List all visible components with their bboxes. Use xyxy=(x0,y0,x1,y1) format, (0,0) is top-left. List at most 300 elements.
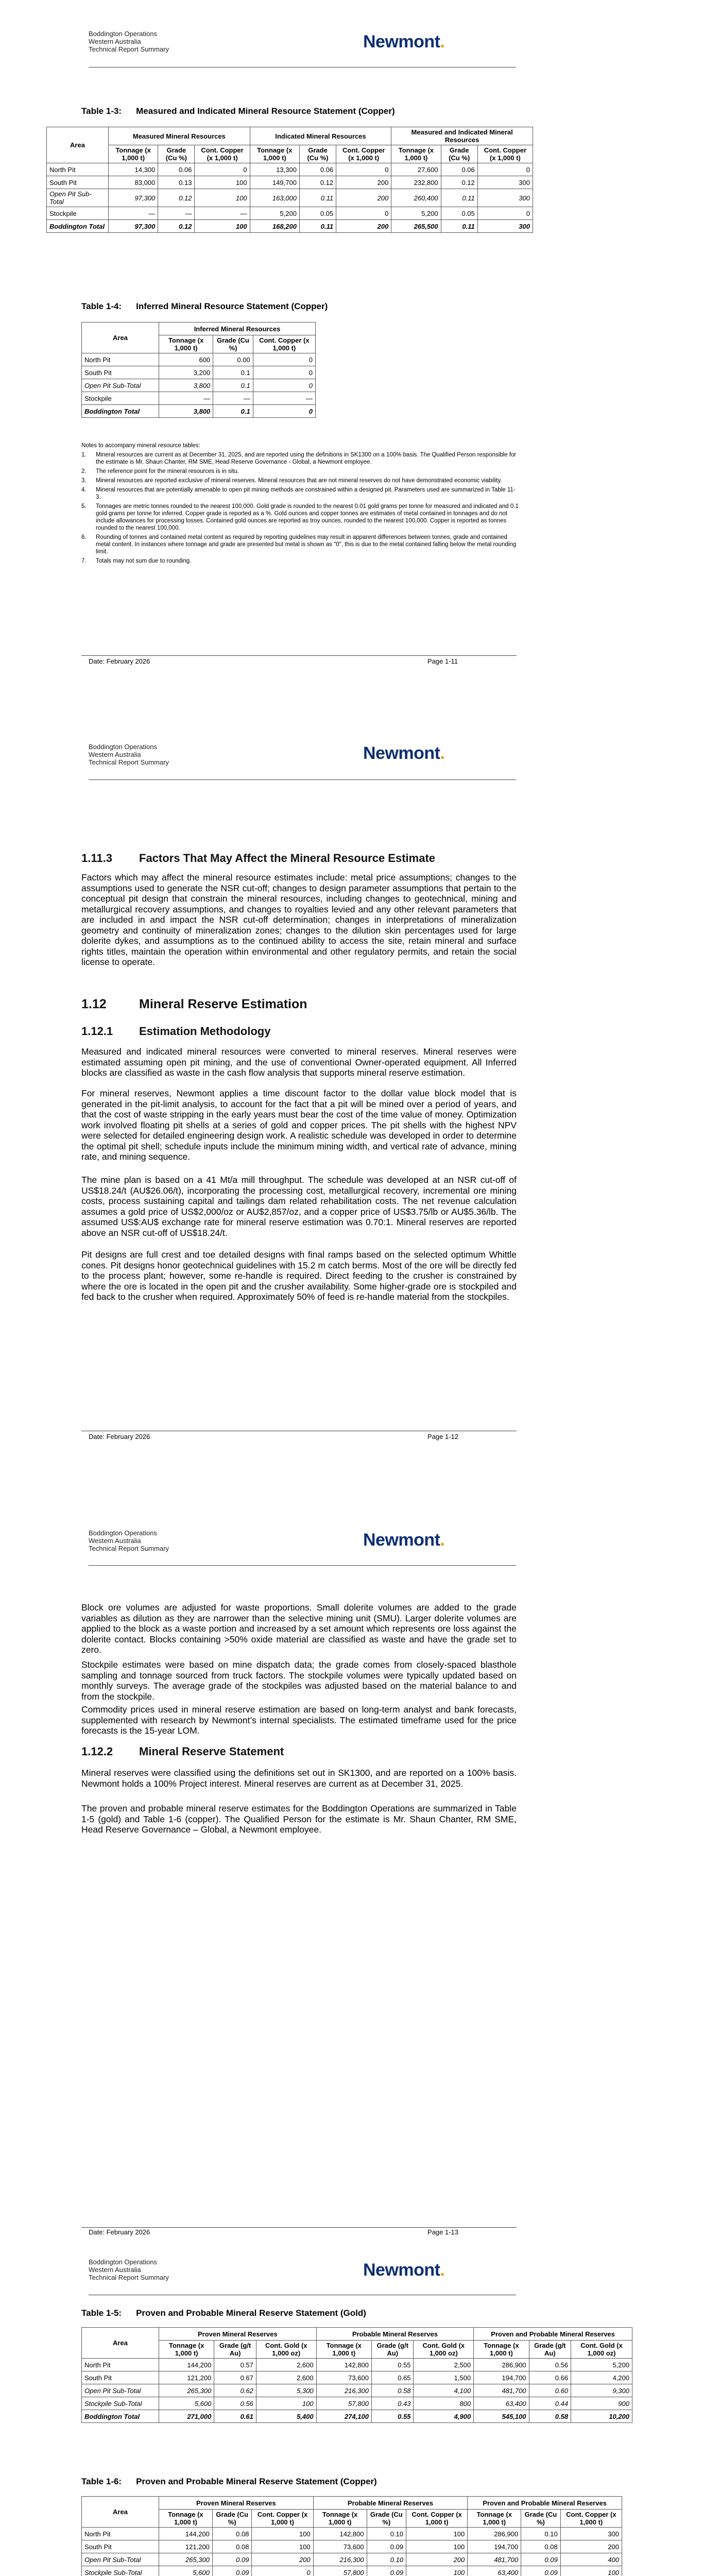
value-cell: 0.08 xyxy=(212,2540,252,2553)
value-cell: 9,300 xyxy=(571,2384,632,2397)
value-cell: 200 xyxy=(560,2540,622,2553)
value-cell: 545,100 xyxy=(474,2410,529,2423)
table-1-6-body xyxy=(82,2528,622,2576)
value-cell: 0.56 xyxy=(529,2359,571,2371)
value-cell: 0 xyxy=(477,207,533,220)
value-cell: 27,600 xyxy=(391,163,441,176)
logo-dot: . xyxy=(440,743,445,763)
value-cell: 2,600 xyxy=(256,2371,316,2384)
value-cell: 0.12 xyxy=(299,176,336,189)
value-cell: 800 xyxy=(414,2397,474,2410)
column-header: Grade (g/t Au) xyxy=(529,2341,571,2359)
value-cell: 100 xyxy=(195,189,250,207)
newmont-logo xyxy=(363,2260,444,2280)
note-item xyxy=(81,534,519,555)
value-cell: 0.06 xyxy=(158,163,195,176)
note-text: Rounding of tonnes and contained metal content as required by reporting guidelines may result in apparent differences between tonnes, grade and contained metal content. In instances where tonnage and grade are presented but metal is shown as "0", this is due to the metal contained falling below the metal rounding limit. xyxy=(96,534,517,555)
value-cell: 63,400 xyxy=(474,2397,529,2410)
header-line-1: Boddington Operations xyxy=(89,1529,157,1537)
column-header: Tonnage (x 1,000 t) xyxy=(316,2341,371,2359)
table-row xyxy=(82,2553,622,2566)
value-cell: 13,300 xyxy=(250,163,299,176)
note-item xyxy=(81,451,519,466)
value-cell: 0 xyxy=(477,163,533,176)
table-1-6-caption xyxy=(81,2477,377,2487)
value-cell: 142,800 xyxy=(313,2528,367,2540)
value-cell: 265,300 xyxy=(159,2384,214,2397)
header-line-1: Boddington Operations xyxy=(89,2258,157,2266)
column-header: Tonnage (x 1,000 t) xyxy=(109,145,158,163)
paragraph: The mine plan is based on a 41 Mt/a mill throughput. The schedule was developed at an NSR cut-off of US$18.24/t (AU$26.06/t), incorporating the processing cost, metallurgical recovery, incremental ore mining costs, process sustaining capital and tailings dam related rehabilitation costs. The net revenue calculation assumes a gold price of US$2,000/oz or AU$2,857/oz, and a copper price of US$3.75/lb or AU$5.36/lb. The assumed US$:AU$ exchange rate for mineral reserve estimation was 0.70:1. Mineral reserves are reported above an NSR cut-off of US$18.24/t. xyxy=(81,1175,517,1238)
value-cell: 300 xyxy=(477,220,533,233)
value-cell: 0.09 xyxy=(521,2566,561,2576)
footer-rule xyxy=(81,2227,517,2228)
value-cell: 97,300 xyxy=(109,189,158,207)
report-header xyxy=(89,1529,169,1552)
group-header: Proven Mineral Reserves xyxy=(159,2328,317,2341)
logo-text: Newmont xyxy=(363,32,440,52)
value-cell: 232,800 xyxy=(391,176,441,189)
section-number: 1.12.2 xyxy=(81,1745,113,1758)
row-label-cell: South Pit xyxy=(47,176,109,189)
row-label-cell: Stockpile Sub-Total xyxy=(82,2566,159,2576)
column-header: Grade (g/t Au) xyxy=(214,2341,256,2359)
table-1-3-caption xyxy=(81,106,395,116)
value-cell: 0.09 xyxy=(521,2553,561,2566)
value-cell: 0 xyxy=(336,163,391,176)
note-text: Tonnages are metric tonnes rounded to the nearest 100,000. Gold grade is rounded to the nearest 0.01 gold grams per tonne for measured and indicated and 0.1 gold grams per tonne for inferred. Copper grade is reported as a %. Gold ounces and copper tonnes are estimates of metal contained in tonnages and do not include allowances for processing losses. Contained gold ounces are reported as troy ounces, rounded to the nearest 100,000. Copper is reported as tonnes rounded to the nearest 100,000. xyxy=(96,503,519,531)
column-header-area: Area xyxy=(82,323,159,353)
value-cell: 5,200 xyxy=(391,207,441,220)
section-number: 1.12 xyxy=(81,997,107,1011)
row-label-cell: Open Pit Sub-Total xyxy=(47,189,109,207)
value-cell: 0.60 xyxy=(529,2384,571,2397)
notes-intro: Notes to accompany mineral resource tables: xyxy=(81,443,200,449)
table-row xyxy=(47,176,533,189)
group-header: Proven and Probable Mineral Reserves xyxy=(474,2328,632,2341)
column-header: Cont. Copper (x 1,000 t) xyxy=(336,145,391,163)
column-header: Tonnage (x 1,000 t) xyxy=(159,335,213,353)
table-row xyxy=(82,2371,632,2384)
table-row xyxy=(82,405,316,418)
table-row xyxy=(82,2359,632,2371)
column-header: Grade (Cu %) xyxy=(367,2510,406,2528)
table-row xyxy=(82,2566,622,2576)
value-cell: 0.12 xyxy=(441,176,477,189)
note-item xyxy=(81,503,519,532)
value-cell: 274,100 xyxy=(316,2410,371,2423)
column-header: Cont. Gold (x 1,000 oz) xyxy=(256,2341,316,2359)
logo-text: Newmont xyxy=(363,1530,440,1550)
newmont-logo xyxy=(363,32,444,52)
section-title: Factors That May Affect the Mineral Resource Estimate xyxy=(139,852,436,865)
table-1-3-title: Measured and Indicated Mineral Resource Statement (Copper) xyxy=(136,106,395,116)
row-label-cell: Stockpile Sub-Total xyxy=(82,2397,159,2410)
value-cell: 100 xyxy=(252,2540,313,2553)
value-cell: 0.61 xyxy=(214,2410,256,2423)
group-header: Indicated Mineral Resources xyxy=(250,127,391,145)
header-line-2: Western Australia xyxy=(89,2266,141,2274)
value-cell: 0.57 xyxy=(214,2359,256,2371)
section-heading-1-12-1 xyxy=(81,1025,270,1038)
page-1-12 xyxy=(0,714,703,1440)
value-cell: 5,600 xyxy=(159,2397,214,2410)
value-cell: 5,400 xyxy=(256,2410,316,2423)
value-cell: 200 xyxy=(336,189,391,207)
value-cell: 300 xyxy=(560,2528,622,2540)
value-cell: 4,900 xyxy=(414,2410,474,2423)
table-1-3-body xyxy=(47,163,533,233)
value-cell: 200 xyxy=(406,2553,468,2566)
row-label-cell: South Pit xyxy=(82,2540,159,2553)
paragraph: Block ore volumes are adjusted for waste proportions. Small dolerite volumes are added to the grade variables as dilution as they are narrower than the selective mining unit (SMU). Larger dolerite volumes are applied to the block as a waste portion and increased by a set amount which represents ore loss against the dolerite contact. Blocks containing >50% oxide material are classified as waste and have the grade set to zero. xyxy=(81,1602,517,1655)
note-item xyxy=(81,468,519,475)
value-cell: 5,200 xyxy=(571,2359,632,2371)
value-cell: 57,800 xyxy=(313,2566,367,2576)
note-number: 6. xyxy=(81,534,87,540)
paragraph: Pit designs are full crest and toe detailed designs with final ramps based on the selected optimum Whittle cones. Pit designs honor geotechnical guidelines with 15.2 m catch berms. Most of the ore will be directly fed to the process plant; however, some re-handle is required. Direct feeding to the crusher is constrained by where the ore is located in the open pit and the crusher availability. Some higher-grade ore is stockpiled and fed back to the crusher when required. Approximately 50% of feed is re-handle material from the stockpiles. xyxy=(81,1249,517,1302)
value-cell: 0.05 xyxy=(441,207,477,220)
value-cell: 100 xyxy=(195,220,250,233)
resource-table-notes xyxy=(81,442,519,565)
paragraph: The proven and probable mineral reserve estimates for the Boddington Operations are summarized in Table 1-5 (gold) and Table 1-6 (copper). The Qualified Person for the estimate is Mr. Shaun Chanter, RM SME, Head Reserve Governance – Global, a Newmont employee. xyxy=(81,1803,517,1835)
column-header: Grade (Cu %) xyxy=(212,2510,252,2528)
table-1-5-number: Table 1-5: xyxy=(81,2308,122,2318)
value-cell: 100 xyxy=(406,2528,468,2540)
value-cell: 57,800 xyxy=(316,2397,371,2410)
value-cell: 0.05 xyxy=(299,207,336,220)
table-1-6 xyxy=(81,2496,622,2576)
column-header: Tonnage (x 1,000 t) xyxy=(313,2510,367,2528)
header-line-3: Technical Report Summary xyxy=(89,2274,169,2281)
value-cell: 100 xyxy=(195,176,250,189)
page-1-14 xyxy=(0,2244,703,2576)
note-text: Mineral resources are current as at December 31, 2025, and are reported using the definitions in SK1300 on a 100% basis. The Qualified Person responsible for the estimate is Mr. Shaun Chanter, RM SME, Head Reserve Governance - Global, a Newmont employee. xyxy=(96,452,517,465)
table-row xyxy=(82,2397,632,2410)
note-item xyxy=(81,486,519,501)
value-cell: 0.66 xyxy=(529,2371,571,2384)
table-row xyxy=(47,163,533,176)
column-header-area: Area xyxy=(82,2328,159,2359)
value-cell: 4,200 xyxy=(571,2371,632,2384)
value-cell: 0.10 xyxy=(367,2528,406,2540)
value-cell: 14,300 xyxy=(109,163,158,176)
table-1-3-number: Table 1-3: xyxy=(81,106,122,116)
value-cell: 900 xyxy=(571,2397,632,2410)
column-header: Grade (Cu %) xyxy=(213,335,253,353)
value-cell: — xyxy=(213,392,253,405)
value-cell: 0.06 xyxy=(299,163,336,176)
value-cell: 0.56 xyxy=(214,2397,256,2410)
header-line-2: Western Australia xyxy=(89,751,141,758)
column-header: Tonnage (x 1,000 t) xyxy=(159,2510,213,2528)
value-cell: 10,200 xyxy=(571,2410,632,2423)
value-cell: 149,700 xyxy=(250,176,299,189)
note-number: 4. xyxy=(81,487,87,493)
value-cell: 2,500 xyxy=(414,2359,474,2371)
value-cell: 0.08 xyxy=(212,2528,252,2540)
value-cell: 265,300 xyxy=(159,2553,213,2566)
paragraph: Stockpile estimates were based on mine dispatch data; the grade comes from closely-spaced blasthole sampling and tonnage sourced from truck factors. The stockpile volumes were typically updated based on monthly surveys. The average grade of the stockpiles was adjusted based on the material balance to and from the stockpile. xyxy=(81,1659,517,1702)
header-line-3: Technical Report Summary xyxy=(89,45,169,53)
value-cell: 0.12 xyxy=(158,220,195,233)
value-cell: 0.58 xyxy=(529,2410,571,2423)
row-label-cell: Boddington Total xyxy=(47,220,109,233)
note-text: Mineral resources are reported exclusive of mineral reserves. Mineral resources that are not mineral reserves do not have demonstrated economic viability. xyxy=(96,478,502,484)
column-header: Cont. Gold (x 1,000 oz) xyxy=(414,2341,474,2359)
value-cell: 100 xyxy=(252,2528,313,2540)
table-1-5-body xyxy=(82,2359,632,2423)
row-label-cell: Open Pit Sub-Total xyxy=(82,2553,159,2566)
group-header: Proven Mineral Reserves xyxy=(159,2497,314,2510)
row-label-cell: Boddington Total xyxy=(82,405,159,418)
group-header: Probable Mineral Reserves xyxy=(313,2497,468,2510)
value-cell: 0.09 xyxy=(212,2566,252,2576)
value-cell: 0 xyxy=(195,163,250,176)
column-header: Cont. Copper (x 1,000 t) xyxy=(252,2510,313,2528)
value-cell: 0.55 xyxy=(371,2359,414,2371)
table-row xyxy=(82,2410,632,2423)
value-cell: 163,000 xyxy=(250,189,299,207)
value-cell: 5,300 xyxy=(256,2384,316,2397)
section-heading-1-11-3 xyxy=(81,852,435,865)
group-header: Inferred Mineral Resources xyxy=(159,323,316,335)
table-row xyxy=(82,353,316,366)
value-cell: — xyxy=(195,207,250,220)
row-label-cell: South Pit xyxy=(82,2371,159,2384)
row-label-cell: South Pit xyxy=(82,366,159,379)
paragraph: For mineral reserves, Newmont applies a time discount factor to the dollar value block model that is generated in the pit-limit analysis, to account for the fact that a pit will be mined over a period of years, and that the cost of waste stripping in the early years must bear the cost of the time value of money. Optimization work involved floating pit shells at a series of gold and copper prices. The pit shells with the highest NPV were selected for detailed engineering design work. A realistic schedule was developed in order to determine the optimal pit shell; schedule inputs include the minimum mining width, and vertical rate of advance, mining rate, and mining sequence. xyxy=(81,1088,517,1162)
row-label-cell: Boddington Total xyxy=(82,2410,159,2423)
value-cell: 0.11 xyxy=(441,189,477,207)
value-cell: 3,200 xyxy=(159,366,213,379)
value-cell: 0.11 xyxy=(299,220,336,233)
paragraph: Factors which may affect the mineral resource estimates include: metal price assumptions; changes to the assumptions used to generate the NSR cut-off; changes to design parameter assumptions that pertain to the conceptual pit design that constrain the mineral resources, including changes to geotechnical, mining and metallurgical recovery assumptions, and changes to royalties levied and any other relevant parameters that are included in and impact the NSR cut-off determination; changes in interpretations of mineralization geometry and continuity of mineralization zones; changes to the dilution skin percentages used for large dolerite dykes, and assumptions as to the continued ability to access the site, retain mineral and surface rights titles, maintain the operation within environmental and other regulatory permits, and retain the social license to operate. xyxy=(81,872,517,967)
value-cell: 1,500 xyxy=(414,2371,474,2384)
column-header: Grade (Cu %) xyxy=(441,145,477,163)
footer-page-number: Page 1-12 xyxy=(427,1433,458,1440)
section-title: Mineral Reserve Estimation xyxy=(139,997,307,1011)
value-cell: — xyxy=(109,207,158,220)
row-label-cell: North Pit xyxy=(47,163,109,176)
table-row xyxy=(82,392,316,405)
footer-date: Date: February 2026 xyxy=(89,1433,150,1440)
note-number: 5. xyxy=(81,503,87,510)
column-header: Cont. Copper (x 1,000 t) xyxy=(560,2510,622,2528)
row-label-cell: North Pit xyxy=(82,2528,159,2540)
column-header: Grade (g/t Au) xyxy=(371,2341,414,2359)
value-cell: 73,600 xyxy=(316,2371,371,2384)
table-1-5-caption xyxy=(81,2308,366,2318)
section-title: Estimation Methodology xyxy=(139,1025,271,1038)
value-cell: 0.12 xyxy=(158,189,195,207)
header-line-2: Western Australia xyxy=(89,1537,141,1545)
value-cell: 144,200 xyxy=(159,2359,214,2371)
value-cell: 194,700 xyxy=(474,2371,529,2384)
value-cell: 194,700 xyxy=(468,2540,521,2553)
note-item xyxy=(81,557,519,565)
paragraph: Mineral reserves were classified using the definitions set out in SK1300, and are reported on a 100% basis. Newmont holds a 100% Project interest. Mineral reserves are current as at December 31, 2025. xyxy=(81,1768,517,1789)
value-cell: 0.09 xyxy=(212,2553,252,2566)
section-heading-1-12 xyxy=(81,997,307,1012)
paragraph: Measured and indicated mineral resources were converted to mineral reserves. Mineral reserves were estimated assuming open pit mining, and the use of conventional Owner-operated equipment. All Inferred blocks are classified as waste in the cash flow analysis that supports mineral reserve estimation. xyxy=(81,1046,517,1078)
group-header: Proven and Probable Mineral Reserves xyxy=(468,2497,622,2510)
section-number: 1.12.1 xyxy=(81,1025,113,1038)
value-cell: 0 xyxy=(253,379,315,392)
value-cell: 0.67 xyxy=(214,2371,256,2384)
value-cell: — xyxy=(158,207,195,220)
column-header-area: Area xyxy=(47,127,109,163)
value-cell: 100 xyxy=(256,2397,316,2410)
row-label-cell: Stockpile xyxy=(47,207,109,220)
value-cell: 0.00 xyxy=(213,353,253,366)
report-header xyxy=(89,30,169,53)
value-cell: 216,300 xyxy=(316,2384,371,2397)
column-header: Cont. Copper (x 1,000 t) xyxy=(195,145,250,163)
value-cell: 271,000 xyxy=(159,2410,214,2423)
table-row xyxy=(47,189,533,207)
value-cell: 0.08 xyxy=(521,2540,561,2553)
footer-date: Date: February 2026 xyxy=(89,2228,150,2236)
row-label-cell: North Pit xyxy=(82,353,159,366)
value-cell: 73,600 xyxy=(313,2540,367,2553)
table-row xyxy=(82,2540,622,2553)
column-header: Tonnage (x 1,000 t) xyxy=(474,2341,529,2359)
section-heading-1-12-2 xyxy=(81,1745,284,1758)
value-cell: 0 xyxy=(253,353,315,366)
value-cell: 0 xyxy=(253,405,315,418)
table-1-6-number: Table 1-6: xyxy=(81,2477,122,2486)
newmont-logo xyxy=(363,1530,444,1550)
column-header: Tonnage (x 1,000 t) xyxy=(391,145,441,163)
value-cell: 0.55 xyxy=(371,2410,414,2423)
newmont-logo xyxy=(363,743,444,764)
table-1-5 xyxy=(81,2327,632,2423)
column-header: Grade (Cu %) xyxy=(158,145,195,163)
value-cell: 481,700 xyxy=(468,2553,521,2566)
page-1-11 xyxy=(0,0,703,665)
column-header: Grade (Cu %) xyxy=(299,145,336,163)
value-cell: 0.11 xyxy=(441,220,477,233)
value-cell: 286,900 xyxy=(474,2359,529,2371)
value-cell: 100 xyxy=(406,2566,468,2576)
value-cell: 300 xyxy=(477,176,533,189)
group-header: Measured and Indicated Mineral Resources xyxy=(391,127,533,145)
value-cell: 0.06 xyxy=(441,163,477,176)
footer-rule xyxy=(81,655,517,656)
report-header xyxy=(89,743,169,766)
value-cell: 0 xyxy=(252,2566,313,2576)
column-header: Cont. Copper (x 1,000 t) xyxy=(406,2510,468,2528)
value-cell: 0 xyxy=(253,366,315,379)
value-cell: 2,600 xyxy=(256,2359,316,2371)
table-1-4-body xyxy=(82,353,316,418)
table-row xyxy=(82,379,316,392)
value-cell: 0.09 xyxy=(367,2540,406,2553)
value-cell: 200 xyxy=(252,2553,313,2566)
column-header: Tonnage (x 1,000 t) xyxy=(250,145,299,163)
footer-page-number: Page 1-13 xyxy=(427,2228,458,2236)
value-cell: 121,200 xyxy=(159,2540,213,2553)
value-cell: 600 xyxy=(159,353,213,366)
header-rule xyxy=(89,779,516,780)
value-cell: 0 xyxy=(336,207,391,220)
value-cell: 121,200 xyxy=(159,2371,214,2384)
column-header: Cont. Gold (x 1,000 oz) xyxy=(571,2341,632,2359)
value-cell: 400 xyxy=(560,2553,622,2566)
value-cell: 286,900 xyxy=(468,2528,521,2540)
paragraph: Commodity prices used in mineral reserve estimation are based on long-term analyst and bank forecasts, supplemented with research by Newmont’s internal specialists. The estimated timeframe used for the price forecasts is the 15-year LOM. xyxy=(81,1704,517,1736)
value-cell: 0.13 xyxy=(158,176,195,189)
group-header: Measured Mineral Resources xyxy=(109,127,250,145)
value-cell: 0.65 xyxy=(371,2371,414,2384)
table-1-4-caption xyxy=(81,301,328,312)
header-line-1: Boddington Operations xyxy=(89,30,157,38)
note-text: Mineral resources that are potentially amenable to open pit mining methods are constrained within a designed pit. Parameters used are summarized in Table 11-3. xyxy=(96,487,516,500)
header-line-1: Boddington Operations xyxy=(89,743,157,751)
value-cell: 300 xyxy=(477,189,533,207)
logo-text: Newmont xyxy=(363,743,440,763)
logo-dot: . xyxy=(440,32,445,52)
row-label-cell: North Pit xyxy=(82,2359,159,2371)
value-cell: 0.43 xyxy=(371,2397,414,2410)
value-cell: 0.10 xyxy=(367,2553,406,2566)
value-cell: 0.44 xyxy=(529,2397,571,2410)
group-header: Probable Mineral Reserves xyxy=(316,2328,474,2341)
column-header: Tonnage (x 1,000 t) xyxy=(468,2510,521,2528)
value-cell: 200 xyxy=(336,220,391,233)
note-number: 7. xyxy=(81,558,87,564)
value-cell: 5,600 xyxy=(159,2566,213,2576)
row-label-cell: Stockpile xyxy=(82,392,159,405)
value-cell: 200 xyxy=(336,176,391,189)
value-cell: 216,300 xyxy=(313,2553,367,2566)
table-row xyxy=(82,2528,622,2540)
value-cell: 168,200 xyxy=(250,220,299,233)
footer-page-number: Page 1-11 xyxy=(427,657,458,665)
value-cell: 100 xyxy=(406,2540,468,2553)
note-number: 1. xyxy=(81,452,87,458)
header-line-2: Western Australia xyxy=(89,38,141,45)
note-text: Totals may not sum due to rounding. xyxy=(96,558,192,564)
column-header: Cont. Copper (x 1,000 t) xyxy=(477,145,533,163)
note-number: 3. xyxy=(81,478,87,484)
value-cell: 142,800 xyxy=(316,2359,371,2371)
note-number: 2. xyxy=(81,468,87,474)
value-cell: 5,200 xyxy=(250,207,299,220)
value-cell: — xyxy=(253,392,315,405)
section-title: Mineral Reserve Statement xyxy=(139,1745,284,1758)
column-header: Tonnage (x 1,000 t) xyxy=(159,2341,214,2359)
value-cell: 0.1 xyxy=(213,379,253,392)
table-1-3 xyxy=(46,127,533,233)
logo-dot: . xyxy=(440,2260,445,2280)
table-1-4-title: Inferred Mineral Resource Statement (Copper) xyxy=(136,301,328,311)
value-cell: 0.09 xyxy=(367,2566,406,2576)
value-cell: 260,400 xyxy=(391,189,441,207)
column-header-area: Area xyxy=(82,2497,159,2528)
header-rule xyxy=(89,1565,516,1566)
note-item xyxy=(81,477,519,484)
logo-dot: . xyxy=(440,1530,445,1550)
table-row xyxy=(47,207,533,220)
table-1-5-title: Proven and Probable Mineral Reserve Statement (Gold) xyxy=(136,2308,366,2318)
value-cell: 3,800 xyxy=(159,379,213,392)
report-header xyxy=(89,2258,169,2281)
footer-date: Date: February 2026 xyxy=(89,657,150,665)
value-cell: 0.1 xyxy=(213,405,253,418)
value-cell: 481,700 xyxy=(474,2384,529,2397)
